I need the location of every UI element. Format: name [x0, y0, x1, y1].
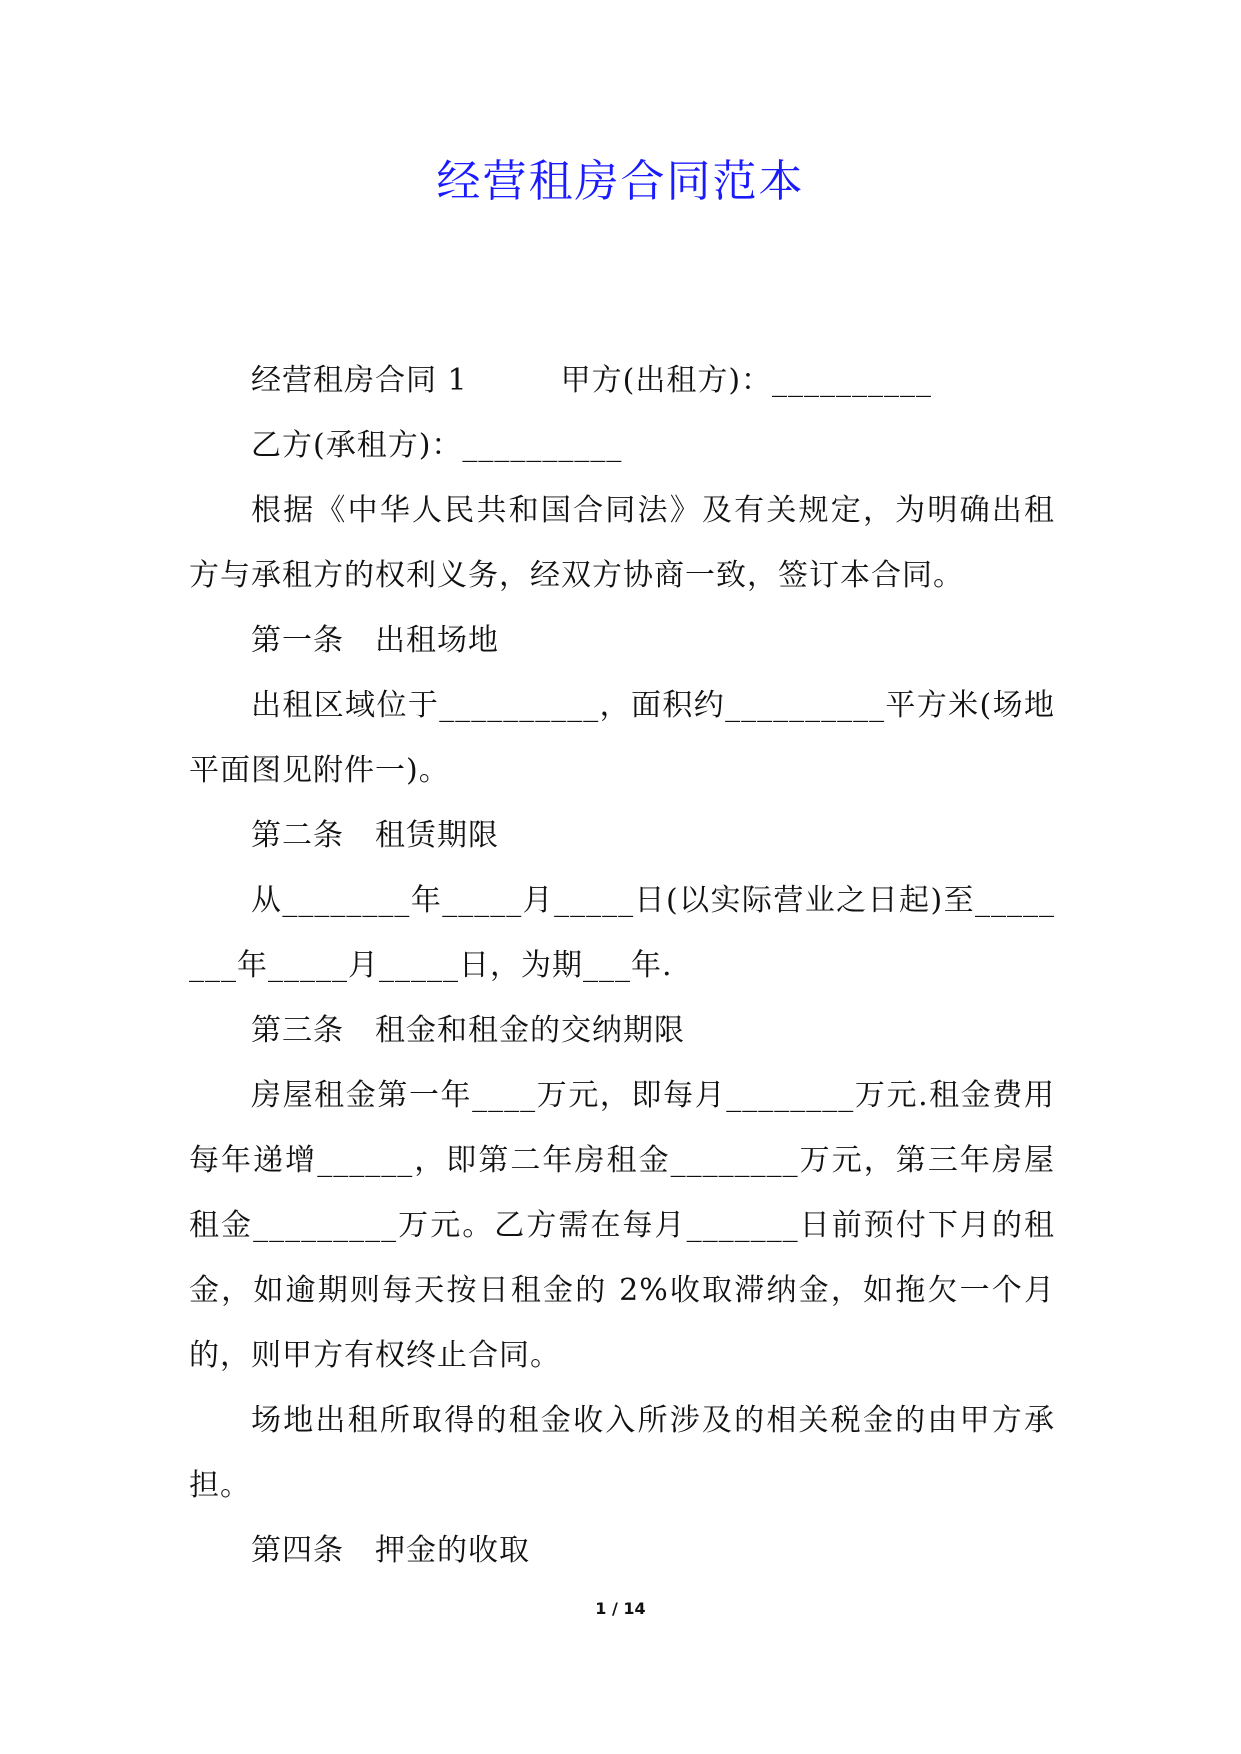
article-1-heading: 第一条 出租场地	[251, 623, 499, 658]
document-body	[189, 348, 1055, 1583]
article-3-heading: 第三条 租金和租金的交纳期限	[251, 1013, 685, 1048]
article-3-body: 房屋租金第一年____万元，即每月________万元.租金费用每年递增______，即第二年房租金________万元，第三年房屋租金_________万元。乙方需在每月_______日前预付下月的租金，如逾期则每天按日租金的 2%收取滞纳金，如拖欠一个月的，则甲方有权终止合同。	[189, 1078, 1055, 1373]
paragraph-preamble: 根据《中华人民共和国合同法》及有关规定，为明确出租方与承租方的权利义务，经双方协商一致，签订本合同。	[189, 493, 1055, 593]
paragraph-parties-lessee: 乙方(承租方)：__________	[251, 428, 623, 463]
document-title: 经营租房合同范本	[436, 156, 805, 207]
article-4-heading: 第四条 押金的收取	[251, 1533, 530, 1568]
article-1-body: 出租区域位于__________，面积约__________平方米(场地平面图见附件一)。	[189, 688, 1055, 788]
page-number: 1 / 14	[595, 1599, 646, 1618]
article-3-tax-clause: 场地出租所取得的租金收入所涉及的相关税金的由甲方承担。	[189, 1403, 1055, 1503]
article-2-heading: 第二条 租赁期限	[251, 818, 499, 853]
article-2-body: 从________年_____月_____日(以实际营业之日起)至________年_____月_____日，为期___年.	[189, 883, 1055, 983]
paragraph-parties-lessor: 经营租房合同 1 甲方(出租方)：__________	[251, 363, 933, 398]
